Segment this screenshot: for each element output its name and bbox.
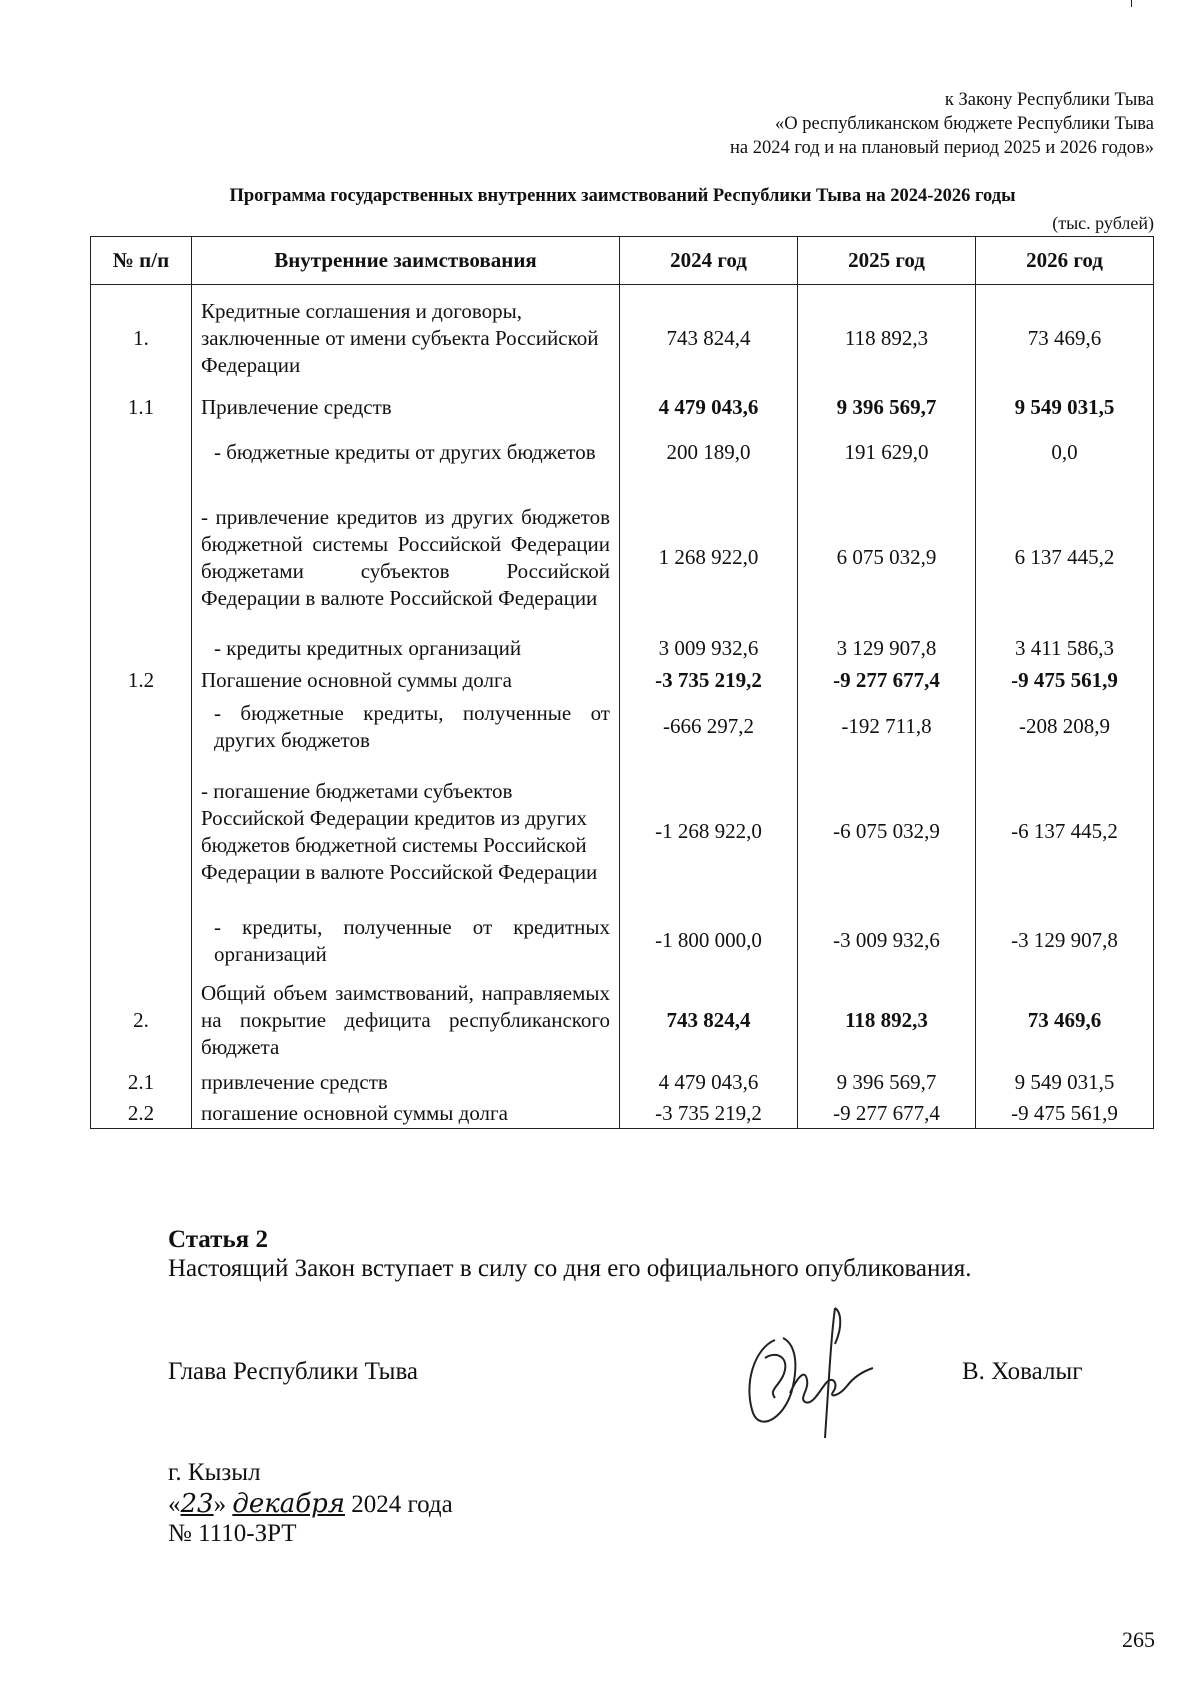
header-note-line: к Закону Республики Тыва [944, 90, 1154, 110]
value-2025: -6 075 032,9 [798, 757, 976, 907]
handwritten-signature [735, 1298, 885, 1448]
table-row [91, 633, 1154, 665]
value-2025: 3 129 907,8 [798, 633, 976, 665]
signatory-position: Глава Республики Тыва [168, 1358, 419, 1385]
table-row [91, 285, 1154, 393]
article-text: Настоящий Закон вступает в силу со дня его официального опубликования. [168, 1255, 972, 1282]
value-2024: 200 189,0 [620, 423, 798, 483]
col-header-2025: 2025 год [798, 237, 976, 285]
row-description: - бюджетные кредиты, полученные от других бюджетов [192, 697, 620, 757]
value-2024: 4 479 043,6 [620, 1067, 798, 1099]
value-2024: -1 800 000,0 [620, 907, 798, 975]
value-2025: 118 892,3 [798, 975, 976, 1067]
table-title: Программа государственных внутренних заимствований Республики Тыва на 2024-2026 годы [229, 186, 1016, 206]
value-2025: -9 277 677,4 [798, 665, 976, 697]
value-2026: -9 475 561,9 [976, 1099, 1154, 1129]
table-row [91, 483, 1154, 633]
law-number: № 1110-ЗРТ [168, 1520, 297, 1547]
value-2026: 73 469,6 [976, 975, 1154, 1067]
value-2026: -208 208,9 [976, 697, 1154, 757]
value-2025: -192 711,8 [798, 697, 976, 757]
row-number [91, 757, 192, 907]
value-2024: 743 824,4 [620, 975, 798, 1067]
header-note-line: «О республиканском бюджете Республики Тыва [775, 114, 1154, 134]
row-description: Кредитные соглашения и договоры, заключенные от имени субъекта Российской Федерации [192, 285, 620, 393]
header-note-line: на 2024 год и на плановый период 2025 и 2026 годов» [730, 138, 1154, 158]
table-row [91, 665, 1154, 697]
page-number: 265 [1122, 1627, 1155, 1652]
value-2024: 3 009 932,6 [620, 633, 798, 665]
table-row [91, 975, 1154, 1067]
row-description: Привлечение средств [192, 393, 620, 423]
scan-edge-mark [1131, 0, 1132, 7]
value-2024: -3 735 219,2 [620, 1099, 798, 1129]
date-open-quote: « [168, 1491, 181, 1518]
value-2026: 3 411 586,3 [976, 633, 1154, 665]
row-description: Погашение основной суммы долга [192, 665, 620, 697]
table-header-row [91, 237, 1154, 285]
row-description: - бюджетные кредиты от других бюджетов [192, 423, 620, 483]
value-2025: 118 892,3 [798, 285, 976, 393]
col-header-2026: 2026 год [976, 237, 1154, 285]
row-description: - привлечение кредитов из других бюджетов бюджетной системы Российской Федерации бюджетами субъектов Российской Федерации в валюте Российской Федерации [192, 483, 620, 633]
signing-date [168, 1489, 453, 1519]
row-number [91, 483, 192, 633]
value-2025: 9 396 569,7 [798, 393, 976, 423]
value-2026: -6 137 445,2 [976, 757, 1154, 907]
value-2026: -9 475 561,9 [976, 665, 1154, 697]
date-month: декабря [232, 1489, 345, 1519]
row-number: 1.2 [91, 665, 192, 697]
row-number [91, 423, 192, 483]
date-day: 23 [180, 1489, 214, 1519]
units-label: (тыс. рублей) [1052, 213, 1154, 233]
table-row [91, 393, 1154, 423]
value-2025: 9 396 569,7 [798, 1067, 976, 1099]
row-description: - погашение бюджетами субъектов Российской Федерации кредитов из других бюджетов бюджетной системы Российской Федерации в валюте Российской Федерации [192, 757, 620, 907]
value-2026: 9 549 031,5 [976, 1067, 1154, 1099]
table-row [91, 423, 1154, 483]
borrowing-table [90, 236, 1154, 1129]
value-2024: 4 479 043,6 [620, 393, 798, 423]
value-2025: -3 009 932,6 [798, 907, 976, 975]
row-description: - кредиты, полученные от кредитных организаций [192, 907, 620, 975]
row-number [91, 697, 192, 757]
col-header-number: № п/п [91, 237, 192, 285]
value-2024: -3 735 219,2 [620, 665, 798, 697]
row-number: 1.1 [91, 393, 192, 423]
value-2026: 0,0 [976, 423, 1154, 483]
row-number: 2.2 [91, 1099, 192, 1129]
row-description: привлечение средств [192, 1067, 620, 1099]
date-year: 2024 года [351, 1491, 453, 1518]
col-header-2024: 2024 год [620, 237, 798, 285]
value-2025: -9 277 677,4 [798, 1099, 976, 1129]
row-number: 2.1 [91, 1067, 192, 1099]
row-description: Общий объем заимствований, направляемых на покрытие дефицита республиканского бюджета [192, 975, 620, 1067]
value-2024: -1 268 922,0 [620, 757, 798, 907]
signatory-name: В. Ховалыг [962, 1358, 1083, 1385]
row-number: 2. [91, 975, 192, 1067]
value-2025: 191 629,0 [798, 423, 976, 483]
value-2025: 6 075 032,9 [798, 483, 976, 633]
date-close-quote: » [213, 1491, 227, 1518]
row-number [91, 633, 192, 665]
table-row [91, 757, 1154, 907]
table-row [91, 1067, 1154, 1099]
row-description: - кредиты кредитных организаций [192, 633, 620, 665]
value-2026: -3 129 907,8 [976, 907, 1154, 975]
value-2024: 1 268 922,0 [620, 483, 798, 633]
value-2024: 743 824,4 [620, 285, 798, 393]
value-2026: 9 549 031,5 [976, 393, 1154, 423]
row-number [91, 907, 192, 975]
value-2024: -666 297,2 [620, 697, 798, 757]
col-header-description: Внутренние заимствования [192, 237, 620, 285]
table-row [91, 1099, 1154, 1129]
table-row [91, 697, 1154, 757]
value-2026: 6 137 445,2 [976, 483, 1154, 633]
row-number: 1. [91, 285, 192, 393]
article-title: Статья 2 [168, 1226, 268, 1253]
header-note [730, 88, 1154, 160]
row-description: погашение основной суммы долга [192, 1099, 620, 1129]
place-of-signing: г. Кызыл [168, 1459, 261, 1486]
value-2026: 73 469,6 [976, 285, 1154, 393]
table-row [91, 907, 1154, 975]
